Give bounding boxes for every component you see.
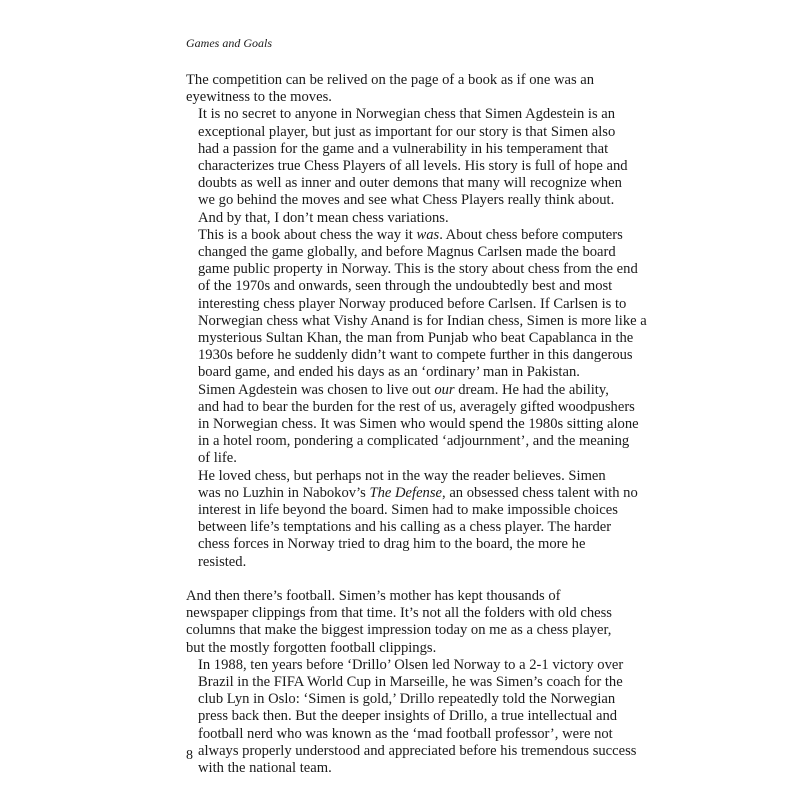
text-line: always properly understood and appreciated before his tremendous success xyxy=(198,742,637,759)
text-line: of the 1970s and onwards, seen through the undoubtedly best and most xyxy=(198,278,613,295)
text-line: eyewitness to the moves. xyxy=(186,89,332,106)
text-line: Brazil in the FIFA World Cup in Marseille, he was Simen’s coach for the xyxy=(198,673,623,690)
text-line: in Norwegian chess. It was Simen who would spend the 1980s sitting alone xyxy=(198,416,639,433)
running-head: Games and Goals xyxy=(186,36,272,50)
text-line: with the national team. xyxy=(198,759,332,776)
text-line: In 1988, ten years before ‘Drillo’ Olsen led Norway to a 2-1 victory over xyxy=(198,656,624,673)
text-line: press back then. But the deeper insights of Drillo, a true intellectual and xyxy=(198,708,618,725)
text-line: game public property in Norway. This is the story about chess from the end xyxy=(198,261,638,278)
text-line: It is no secret to anyone in Norwegian chess that Simen Agdestein is an xyxy=(198,106,616,123)
text-line: He loved chess, but perhaps not in the way the reader believes. Simen xyxy=(198,467,606,484)
text-line: doubts as well as inner and outer demons that many will recognize when xyxy=(198,175,622,192)
text-line: mysterious Sultan Khan, the man from Punjab who beat Capablanca in the xyxy=(198,330,634,347)
paragraph-6 xyxy=(186,588,626,657)
text-line: we go behind the moves and see what Chess Players really think about. xyxy=(198,192,615,209)
text-line: interesting chess player Norway produced before Carlsen. If Carlsen is to xyxy=(198,295,627,312)
text-line: interest in life beyond the board. Simen had to make impossible choices xyxy=(198,502,618,519)
paragraph-4 xyxy=(186,381,639,468)
paragraph-5 xyxy=(186,467,638,571)
text-line: resisted. xyxy=(198,553,247,570)
text-line: board game, and ended his days as an ‘ordinary’ man in Pakistan. xyxy=(198,364,580,381)
text-line: And by that, I don’t mean chess variations. xyxy=(198,209,449,226)
text-line: And then there’s football. Simen’s mother has kept thousands of xyxy=(186,587,561,604)
text-line: club Lyn in Oslo: ‘Simen is gold,’ Drillo repeatedly told the Norwegian xyxy=(198,691,616,708)
text-line: but the mostly forgotten football clippings. xyxy=(186,639,437,656)
text-line: had a passion for the game and a vulnerability in his temperament that xyxy=(198,140,609,157)
text-line: newspaper clippings from that time. It’s not all the folders with old chess xyxy=(186,605,612,622)
text-line: football nerd who was known as the ‘mad football professor’, were not xyxy=(198,725,613,742)
text-line: characterizes true Chess Players of all levels. His story is full of hope and xyxy=(198,158,628,175)
text-line: columns that make the biggest impression today on me as a chess player, xyxy=(186,622,612,639)
paragraph-2 xyxy=(186,106,626,226)
text-line: Simen Agdestein was chosen to live out our dream. He had the ability, xyxy=(198,381,609,398)
text-line: changed the game globally, and before Magnus Carlsen made the board xyxy=(198,244,616,261)
paragraph-1 xyxy=(186,72,626,106)
text-line: exceptional player, but just as important for our story is that Simen also xyxy=(198,123,616,140)
text-line: 1930s before he suddenly didn’t want to compete further in this dangerous xyxy=(198,347,633,364)
paragraph-3 xyxy=(186,226,647,382)
text-line: of life. xyxy=(198,450,237,467)
page-number: 8 xyxy=(186,748,193,763)
text-line: between life’s temptations and his calling as a chess player. The harder xyxy=(198,519,612,536)
text-line: was no Luzhin in Nabokov’s The Defense, an obsessed chess talent with no xyxy=(198,484,638,501)
text-line: This is a book about chess the way it was. About chess before computers xyxy=(198,226,623,243)
text-line: in a hotel room, pondering a complicated ‘adjournment’, and the meaning xyxy=(198,433,630,450)
text-line: Norwegian chess what Vishy Anand is for Indian chess, Simen is more like a xyxy=(198,312,647,329)
body-text xyxy=(186,72,647,777)
text-line: The competition can be relived on the page of a book as if one was an xyxy=(186,72,595,88)
paragraph-7 xyxy=(186,656,637,777)
text-line: and had to bear the burden for the rest of us, averagely gifted woodpushers xyxy=(198,398,635,415)
text-line: chess forces in Norway tried to drag him to the board, the more he xyxy=(198,536,586,553)
